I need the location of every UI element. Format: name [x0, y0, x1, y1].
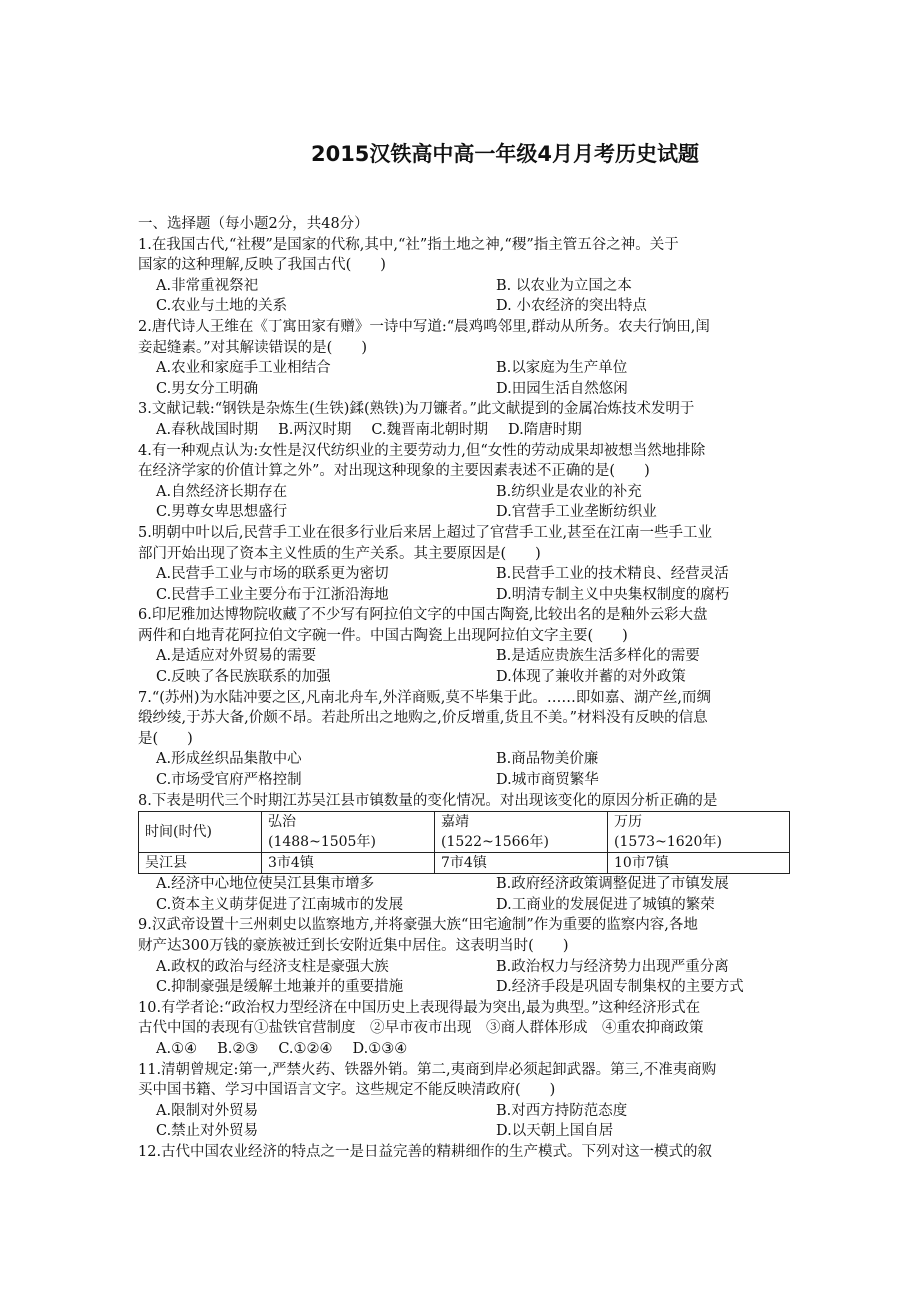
- option-c: C.资本主义萌芽促进了江南城市的发展: [156, 896, 404, 913]
- question-text: 缎纱绫,于苏大备,价颇不昂。若赴所出之地购之,价反增重,货且不美。”材料没有反映的信息: [138, 710, 708, 727]
- option-b: B.是适应贵族生活多样化的需要: [496, 648, 700, 665]
- question-text: 2.唐代诗人王维在《丁寓田家有赠》一诗中写道:“晨鸡鸣邻里,群动从所务。农夫行饷田,闺: [138, 318, 710, 335]
- option-d: D.①③④: [352, 1040, 408, 1057]
- option-b: B.对西方持防范态度: [496, 1102, 628, 1119]
- exam-content: [138, 214, 790, 1163]
- question-2: [138, 317, 790, 399]
- option-a: A.自然经济长期存在: [156, 483, 288, 500]
- option-d: D.田园生活自然悠闲: [496, 380, 628, 397]
- option-c: C.①②④: [278, 1040, 333, 1057]
- question-text: 6.印尼雅加达博物院收藏了不少写有阿拉伯文字的中国古陶瓷,比较出名的是釉外云彩大盘: [138, 607, 708, 624]
- question-text: 9.汉武帝设置十三州刺史以监察地方,并将豪强大族“田宅逾制”作为重要的监察内容,各地: [138, 917, 698, 934]
- option-a: A.政权的政治与经济支柱是豪强大族: [156, 958, 389, 975]
- option-a: A.①④: [156, 1040, 198, 1057]
- option-d: D.经济手段是巩固专制集权的主要方式: [496, 979, 744, 996]
- option-c: C.魏晋南北朝时期: [371, 421, 489, 438]
- option-c: C.男尊女卑思想盛行: [156, 504, 288, 521]
- question-text: 财产达300万钱的豪族被迁到长安附近集中居住。这表明当时( ): [138, 938, 569, 954]
- question-text: 部门开始出现了资本主义性质的生产关系。其主要原因是( ): [138, 545, 541, 562]
- option-d: D.明清专制主义中央集权制度的腐朽: [496, 586, 730, 603]
- option-c: C.男女分工明确: [156, 380, 259, 397]
- option-a: A.春秋战国时期: [156, 421, 259, 438]
- table-header-cell: 弘治 (1488~1505年): [262, 812, 435, 853]
- table-cell: 3市4镇: [262, 853, 435, 874]
- question-5: [138, 523, 790, 605]
- question-text: 5.明朝中叶以后,民营手工业在很多行业后来居上超过了官营手工业,甚至在江南一些手工业: [138, 524, 713, 541]
- option-d: D.工商业的发展促进了城镇的繁荣: [496, 896, 715, 913]
- question-text: 7.“(苏州)为水陆冲要之区,凡南北舟车,外洋商贩,莫不毕集于此。……即如嘉、湖产丝,而绸: [138, 689, 711, 706]
- question-4: [138, 441, 790, 523]
- question-text: 3.文献记载:“钢铁是杂炼生(生铁)鍒(熟铁)为刀镰者。”此文献提到的金属冶炼技术发明于: [138, 401, 695, 418]
- option-a: A.限制对外贸易: [156, 1102, 259, 1119]
- question-text: 1.在我国古代,“社稷”是国家的代称,其中,“社”指土地之神,“稷”指主管五谷之神。关于: [138, 236, 679, 253]
- question-1: [138, 235, 790, 317]
- question-text: 8.下表是明代三个时期江苏吴江县市镇数量的变化情况。对出现该变化的原因分析正确的是: [138, 792, 718, 809]
- question-12: [138, 1142, 790, 1163]
- question-text: 古代中国的表现有①盐铁官营制度 ②早市夜市出现 ③商人群体形成 ④重农抑商政策: [138, 1020, 704, 1037]
- option-c: C.反映了各民族联系的加强: [156, 669, 331, 686]
- question-10: [138, 998, 790, 1060]
- option-c: C.禁止对外贸易: [156, 1123, 259, 1140]
- option-d: D.以天朝上国自居: [496, 1123, 614, 1140]
- option-c: C.市场受官府严格控制: [156, 772, 302, 789]
- table-cell: 吴江县: [139, 853, 262, 874]
- question-6: [138, 605, 790, 687]
- option-d: D. 小农经济的突出特点: [496, 298, 647, 315]
- question-text: 4.有一种观点认为:女性是汉代纺织业的主要劳动力,但“女性的劳动成果却被想当然地排除: [138, 442, 706, 459]
- page-title: 2015汉铁高中高一年级4月月考历史试题: [310, 142, 700, 166]
- option-c: C.民营手工业主要分布于江浙沿海地: [156, 586, 389, 603]
- question-text: 买中国书籍、学习中国语言文字。这些规定不能反映清政府( ): [138, 1082, 556, 1099]
- option-a: A.非常重视祭祀: [156, 277, 259, 294]
- option-a: A.民营手工业与市场的联系更为密切: [156, 566, 389, 583]
- option-b: B.政府经济政策调整促进了市镇发展: [496, 876, 729, 893]
- question-text: 妾起缝素。”对其解读错误的是( ): [138, 339, 367, 356]
- table-cell: 7市4镇: [435, 853, 608, 874]
- option-b: B.商品物美价廉: [496, 751, 599, 768]
- question-text: 国家的这种理解,反映了我国古代( ): [138, 257, 386, 274]
- question-text: 是( ): [138, 730, 193, 747]
- option-a: A.形成丝织品集散中心: [156, 751, 302, 768]
- option-d: D.体现了兼收并蓄的对外政策: [496, 669, 686, 686]
- option-d: D.城市商贸繁华: [496, 772, 599, 789]
- question-8: [138, 791, 790, 916]
- table-row: [139, 853, 790, 874]
- option-b: B.民营手工业的技术精良、经营灵活: [496, 566, 729, 583]
- table-header-row: [139, 812, 790, 853]
- table-header-cell: 万历 (1573~1620年): [608, 812, 790, 853]
- option-a: A.经济中心地位使吴江县集市增多: [156, 876, 375, 893]
- option-a: A.是适应对外贸易的需要: [156, 648, 317, 665]
- option-c: C.抑制豪强是缓解土地兼并的重要措施: [156, 979, 404, 996]
- option-b: B.纺织业是农业的补充: [496, 483, 642, 500]
- table-cell: 10市7镇: [608, 853, 790, 874]
- question-11: [138, 1060, 790, 1142]
- option-a: A.农业和家庭手工业相结合: [156, 360, 331, 377]
- question-text: 10.有学者论:“政治权力型经济在中国历史上表现得最为突出,最为典型。”这种经济形式在: [138, 999, 701, 1016]
- market-town-table: [138, 811, 790, 874]
- option-b: B.以家庭为生产单位: [496, 360, 628, 377]
- option-b: B.②③: [217, 1040, 259, 1057]
- option-b: B.两汉时期: [278, 421, 352, 438]
- option-c: C.农业与土地的关系: [156, 298, 288, 315]
- option-b: B.政治权力与经济势力出现严重分离: [496, 958, 729, 975]
- option-b: B. 以农业为立国之本: [496, 277, 632, 294]
- question-text: 12.古代中国农业经济的特点之一是日益完善的精耕细作的生产模式。下列对这一模式的叙: [138, 1143, 713, 1160]
- option-d: D.官营手工业垄断纺织业: [496, 504, 657, 521]
- question-3: [138, 399, 790, 440]
- table-header-cell: 时间(时代): [139, 812, 262, 853]
- question-text: 在经济学家的价值计算之外”。对出现这种现象的主要因素表述不正确的是( ): [138, 463, 650, 480]
- option-d: D.隋唐时期: [508, 421, 582, 438]
- question-text: 11.清朝曾规定:第一,严禁火药、铁器外销。第二,夷商到岸必须起卸武器。第三,不准夷商购: [138, 1061, 717, 1078]
- question-9: [138, 915, 790, 997]
- question-7: [138, 688, 790, 791]
- question-text: 两件和白地青花阿拉伯文字碗一件。中国古陶瓷上出现阿拉伯文字主要( ): [138, 627, 628, 644]
- section-heading: 一、选择题（每小题2分，共48分）: [138, 216, 369, 232]
- table-header-cell: 嘉靖 (1522~1566年): [435, 812, 608, 853]
